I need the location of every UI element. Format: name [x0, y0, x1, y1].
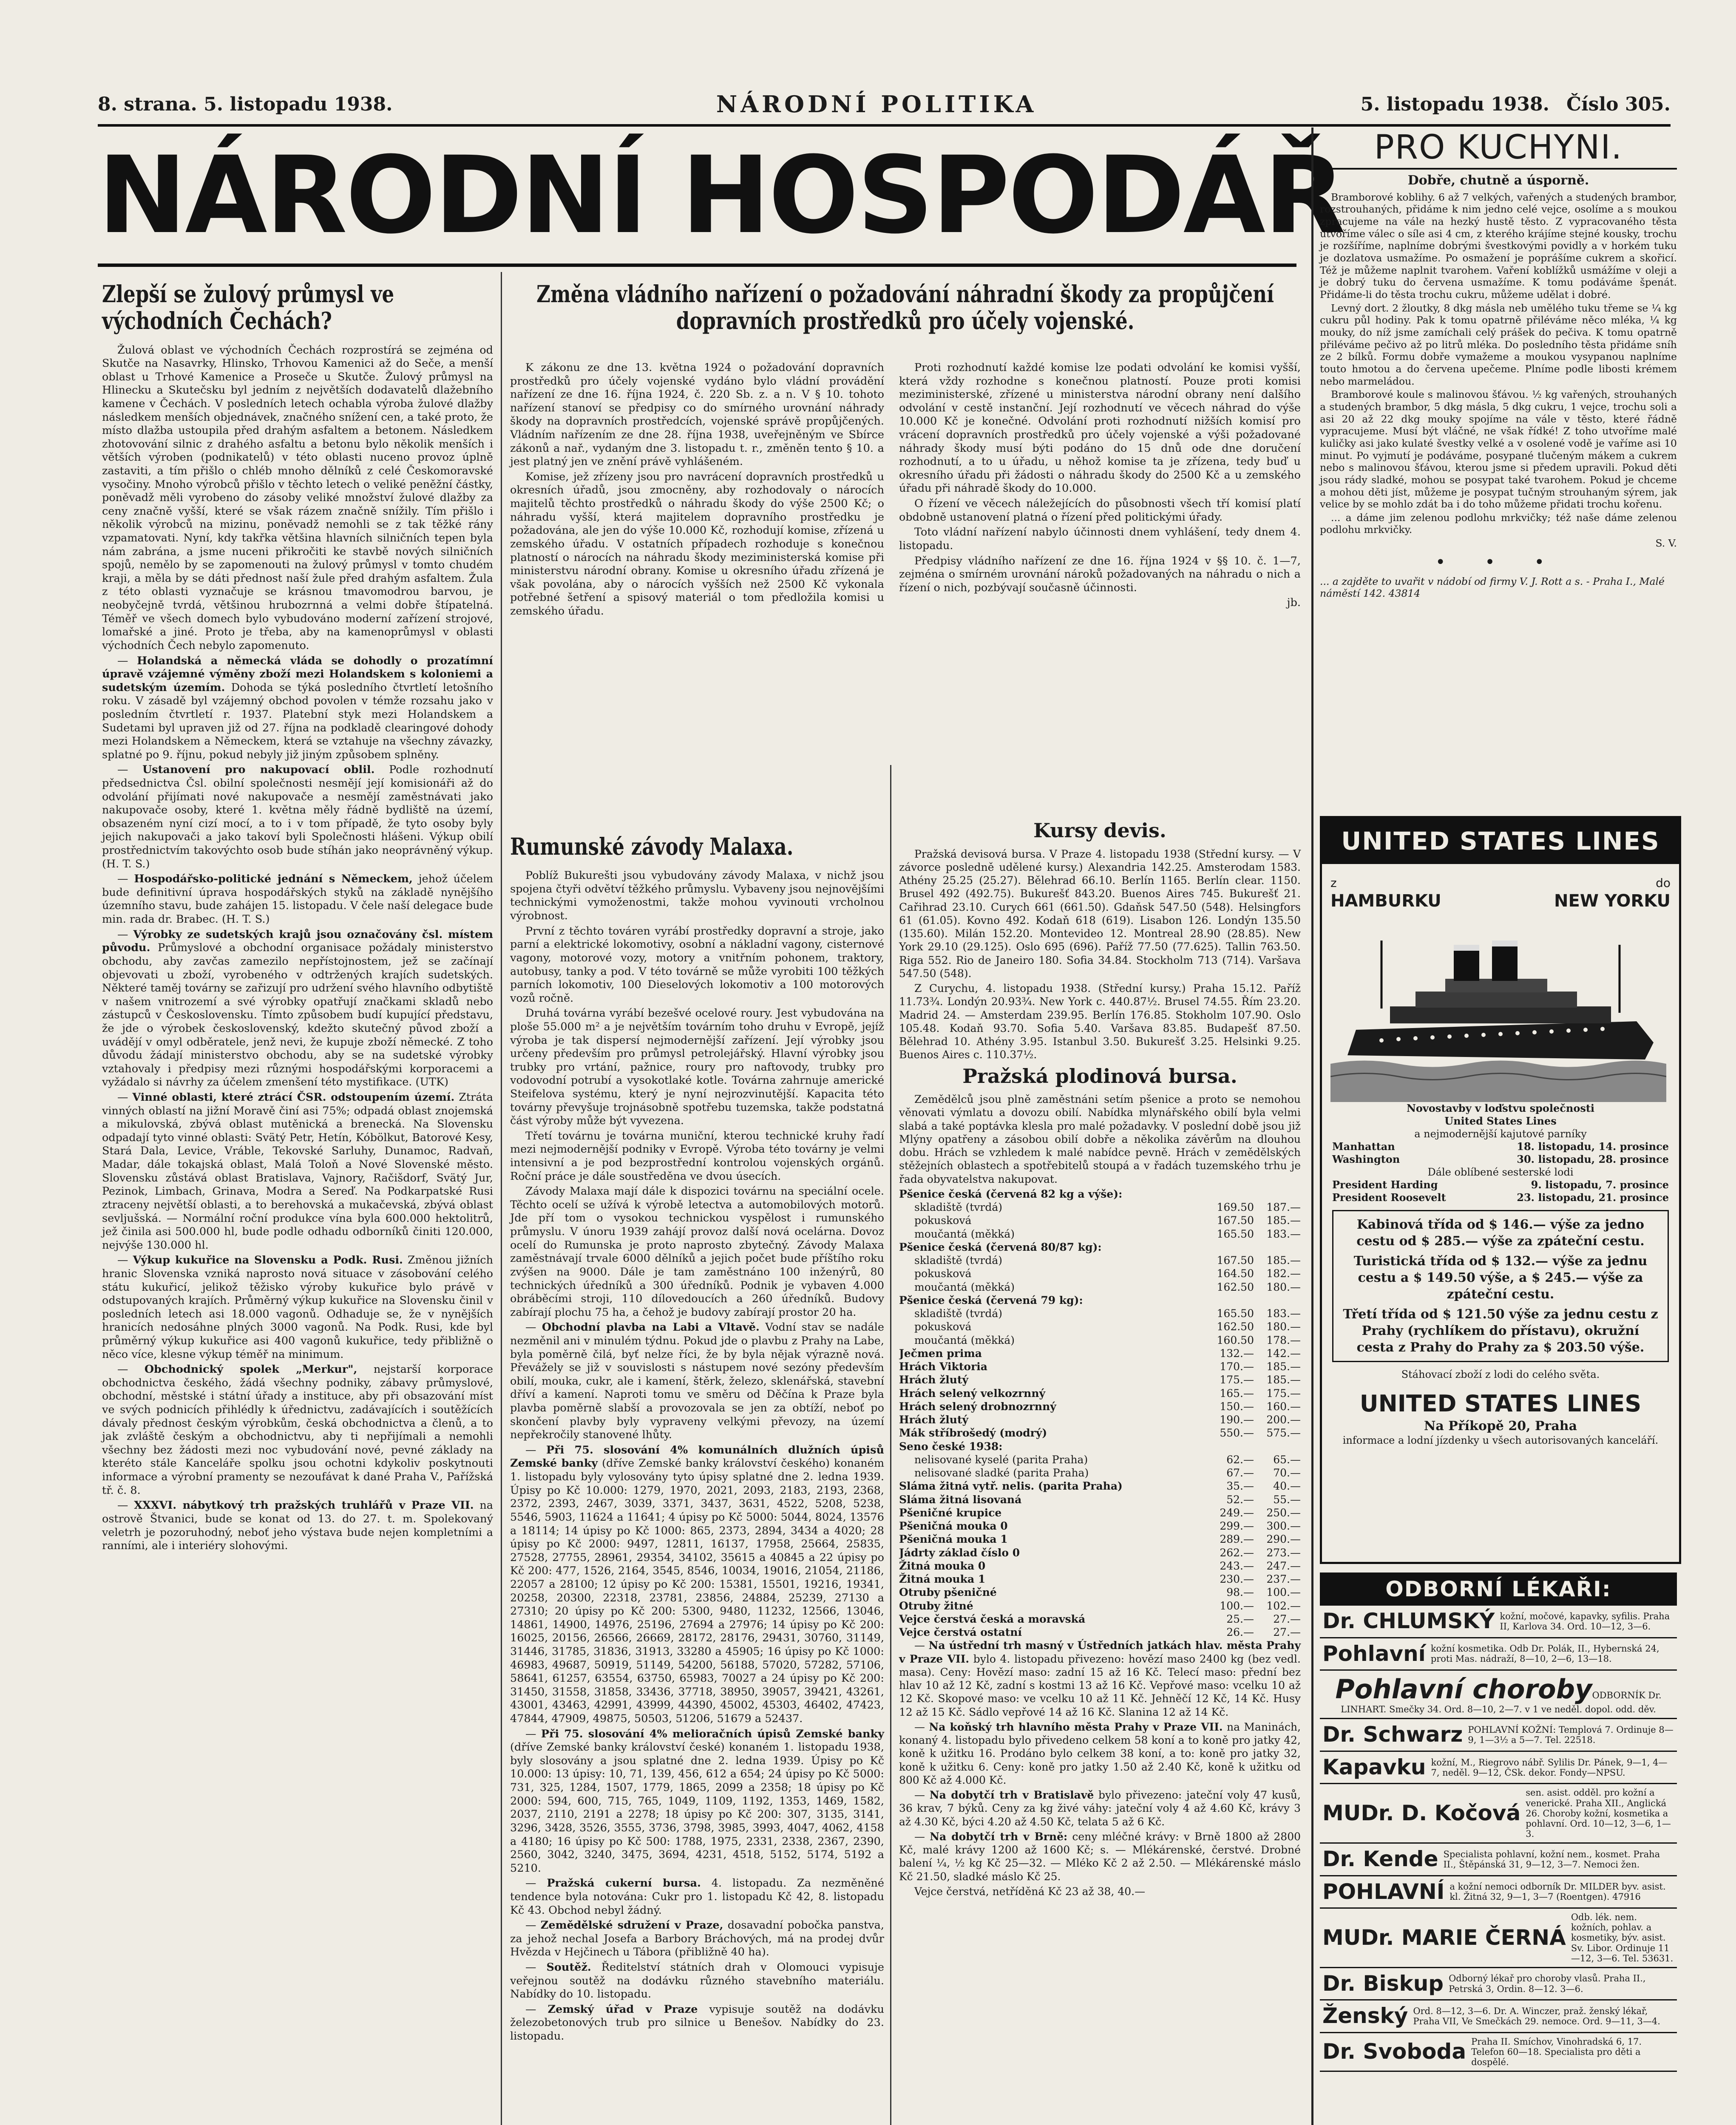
commodity-price: 183.—	[1266, 1227, 1301, 1240]
commodity-name: Hrách selený drobnozrnný	[899, 1400, 1056, 1413]
commodity-name: Hrách Viktoria	[899, 1360, 987, 1373]
news-item-lead: Vinné oblasti, které ztrácí ČSR. odstoupením území.	[132, 1091, 455, 1104]
commodity-price: 169.50	[1217, 1201, 1254, 1213]
news-item-lead: Holandská a německá vláda se dohodly o prozatímní úpravě vzájemné výměny zboží mezi Holandskem s koloniemi a sudetským územím.	[102, 654, 493, 694]
signature: jb.	[1287, 596, 1301, 609]
paragraph: Toto vládní nařízení nabylo účinnosti dnem vyhlášení, tedy dnem 4. listopadu.	[899, 526, 1301, 552]
commodity-price	[1254, 1440, 1301, 1453]
commodity-name: moučantá (měkká)	[914, 1334, 1015, 1346]
commodity-price: 175.—	[1266, 1387, 1301, 1400]
commodity-price: 165.50	[1217, 1307, 1254, 1320]
signature: S. V.	[1655, 537, 1677, 550]
commodity-price: 289.—	[1220, 1533, 1254, 1546]
price-row	[899, 1254, 1301, 1267]
news-item-lead: Na ústřední trh masný v Ústředních jatkách hlav. města Prahy v Praze VII.	[899, 1639, 1301, 1665]
advert-banner: UNITED STATES LINES	[1322, 818, 1679, 864]
commodity-price: 27.—	[1273, 1626, 1301, 1638]
header-date: 5. listopadu 1938.	[1360, 93, 1549, 115]
article-vladni-narizeni-col-b	[899, 361, 1301, 614]
price-row	[899, 1626, 1301, 1639]
paragraph: Závody Malaxa mají dále k dispozici továrnu na speciální ocele. Těchto ocelí se užívá k výrobě letectva a automobilových motorů. Jde pří tom o vysokou technickou vyspělost i rumunského průmyslu. V únoru 1939 zahájí provoz další nová ocelárna. Dovoz ocelí do Rumunska je proto naprosto zbytečný. Závody Malaxa zaměstnávají trvale 6000 dělníků a jejich počet bude příštího roku zvýšen na 9000. Dále je tam zaměstnáno 100 inženýrů, 80 technických úředníků a 300 úředníků. Podnik je vybaven 4.000 obráběcími stroji, 110 dílovedoucích a 260 úředníků. Budovy zabírají plochu 75 ha, a čehož je budovy zabírají prostor 20 ha.	[510, 1185, 884, 1319]
commodity-price: 98.—	[1226, 1586, 1254, 1599]
commodity-name: Pšeničná mouka 0	[899, 1520, 1008, 1532]
commodity-price: 164.50	[1217, 1267, 1254, 1280]
commodity-name: Hrách selený velkozrnný	[899, 1387, 1046, 1400]
commodity-price: 132.—	[1220, 1347, 1254, 1360]
commodity-price	[1254, 1294, 1301, 1307]
news-item-text: Vejce čerstvá, netříděná Kč 23 až 38, 40.—	[914, 1885, 1146, 1898]
news-item: — Na dobytčí trh v Brně: ceny mléčné krávy: v Brně 1800 až 2800 Kč, malé krávy 1200 až 1600 Kč; s. — Mlékárenské, čerstvé. Drobné balení ¼, ½ kg Kč 25—32. — Mléko Kč 2 až 2.50. — Mlékárenské máslo Kč 21.50, sladké máslo Kč 25.	[899, 1830, 1301, 1883]
commodity-price: 185.—	[1266, 1360, 1301, 1373]
advert-odborni-lekari	[1320, 1572, 1677, 2072]
news-item: — Pražská cukerní bursa. 4. listopadu. Za nezměněné tendence byla notována: Cukr pro 1. listopadu Kč 42, 8. listopadu Kč 43. Obchod nebyl žádný.	[510, 1877, 885, 1917]
news-item-lead: Výkup kukuřice na Slovensku a Podk. Rusi.	[133, 1254, 403, 1267]
news-item-text: nejstarší korporace obchodnictva českého, žádá všechny podniky, zábavy průmyslové, obchodní, městské i státní úřady a instituce, aby při obsazování míst ve svých podnicích přihlédly k úřednictvu, zadávajících i soutěžících dávaly přednost českým výrobkům, česká obchodnictva a členů, a to jak zvláště českým a obchodnictvu, aby ti nepřijímali a nemohli všechny bez žádosti mezi noc vybudování nové, pevné základy na kteréto stále Kanceláře spolku jsou ochotni kdykoliv poskytnouti informace a výrobní pramenty se nezoufávat k dané Praha V., Pařížská tř. č. 8.	[102, 1363, 493, 1497]
commodity-price: 52.—	[1226, 1493, 1254, 1506]
news-item-lead: Na koňský trh hlavního města Prahy v Praze VII.	[929, 1720, 1223, 1733]
price-row	[899, 1281, 1301, 1294]
price-row	[899, 1466, 1301, 1479]
commodity-price: 180.—	[1266, 1281, 1301, 1293]
article-vladni-narizeni-col-a	[510, 361, 884, 620]
paragraph: K zákonu ze dne 13. května 1924 o požadování dopravních prostředků pro účely vojenské vydáno bylo vládní provádění nařízení ze dne 16. října 1924, č. 220 Sb. z. a n. V § 10. tohoto nařízení stanoví se předpisy co do smírného urovnání náhrady škody na dopravních prostředcích, vojenské správě propůjčených. Vládním nařízením ze dne 28. října 1938, uveřejněným ve Sbírce zákonů a nař., vydaným dne 3. listopadu t. r., změněn tento § 10. a jest platný jen ve znění právě vyhlášeném.	[510, 361, 884, 468]
paragraph: Žulová oblast ve východních Čechách rozprostírá se zejména od Skutče na Nasavrky, Hlinsko, Trhovou Kamenici až do Seče, a menší oblast u Trhové Kamenice a Proseče u Skutče. Žulový průmysl na Hlinecku a Skutečsku byl jedním z největších dodavatelů dlažebního kamene v Čechách. V posledních letech ochabla výroba žulové dlažby následkem menších objednávek, značného snížení cen, a také proto, že místo dlažba ustoupila před drahým asfaltem a betonem. Následkem zhotovování silnic z drahého asfaltu a betonu bylo několik menších i větších výroben (podnikatelů) v této oblasti nuceno provoz úplně zastaviti, a tím přišlo o chléb mnoho dělníků z celé Českomoravské vysočiny. Mnoho výrobců přišlo v těchto letech o veliké peněžní částky, poněvadž měli vyrobeno do zásoby veliké množství žulové dlažby za ceny značně vyšší, které se však rázem značně snížily. Tím přišlo i několik výrobců na mizinu, poněvadž nemohli se z tak těžké rány vzpamatovati. Nyní, kdy takřka většina hlavních silničních tepen byla nám zabrána, a jsme nuceni přikročiti ke stavbě nových silničních spojů, nemělo by se zapomenouti na žulový průmysl v tomto chudém kraji, a měla by se dáti přednost naší žule před drahým asfaltem. Žula z této oblasti vyznačuje se krásnou tmavomodrou barvou, je neobyčejně tvrdá, většinou hrubozrnná a velmi dobře štípatelná. Téměř ve všech domech bylo vybudováno moderní zařízení strojové, lomařské a jiné. Proto je třeba, aby na kamenoprůmysl v oblasti východních Čech nebylo zapomenuto.	[102, 343, 493, 652]
paragraph: Druhá továrna vyrábí bezešvé ocelové roury. Jest vybudována na ploše 55.000 m² a je největším továrním toho druhu v Evropě, jejíž výroba je tak dispersí nejmodernější zařízení. Její výrobky jsou určeny především pro průmysl petrolejářský. Hlavní výrobky jsou trubky pro vrtání, pažnice, roury pro naftovody, trubky pro vodovodní potrubí a vysokotlaké kotle. Továrna zahrnuje americké Steifelova systému, který je nyní nejrozvinutější. Kapacita této továrny převyšuje trojnásobně spotřebu tuzemska, takže podstatná část výroby může být vyvezena.	[510, 1007, 884, 1128]
headline: Zlepší se žulový průmysl ve východních Čechách?	[102, 280, 394, 335]
commodity-name: pokusková	[914, 1214, 972, 1227]
commodity-price: 165.50	[1217, 1227, 1254, 1240]
commodity-price: 575.—	[1266, 1427, 1301, 1439]
commodity-price: 243.—	[1220, 1559, 1254, 1572]
news-items	[102, 654, 493, 1553]
commodity-price: 40.—	[1273, 1480, 1301, 1493]
news-item-lead: Při 75. slosování 4% melioračních úpisů Zemské banky	[541, 1727, 884, 1740]
price-row	[899, 1294, 1301, 1307]
headline: Kursy devis.	[1033, 819, 1166, 842]
news-item: — Ustanovení pro nakupovací oblil. Podle rozhodnutí předsednictva Čsl. obilní společnosti nesmějí její komisionáři až do odvolání přijímati nové nakupovače a nesmějí zaměstnávati jako nakupovače osoby, které 1. května měly řádně bydliště na území, obsazeném nyní cizí mocí, a to i v tom případě, že tyto osoby byly jejich nakupovači a jako takoví byli Společnosti hlášeni. Výkup obilí prostřednictvím takovýchto osob bude stíhán jako neoprávněný výkup. (H. T. S.)	[102, 763, 493, 870]
headline: Změna vládního nařízení o požadování náhradní škody za propůjčení dopravních prostředků pro účely vojenské.	[536, 280, 1274, 335]
news-item-text: Dohoda se týká posledního čtvrtletí letošního roku. V zásadě byl vzájemný obchod povolen v témže rozsahu jako v posledním čtvrtletí r. 1937. Platební styk mezi Holandskem a Sudetami byl upraven již od 27. října na podkladě clearingové dohody mezi Holandskem a Německem, která se vztahuje na všechny závazky, splatné po 9. říjnu, pokud nebyly již jiným způsobem splněny.	[102, 681, 494, 761]
price-row	[899, 1586, 1301, 1599]
price-table	[899, 1187, 1301, 1639]
news-item-text: bylo 4. listopadu přivezeno: hovězí maso 2400 kg (bez vedl. masa). Ceny: Hovězí maso: zadní 15 až 16 Kč. Telecí maso: přední bez hlav 10 až 12 Kč, zadní s kostmi 13 až 16 Kč. Vepřové maso: vcelku 10 až 12 Kč. Skopové maso: ve vcelku 10 až 11 Kč. Jehněčí 12 Kč, 14 Kč. Husy 12 až 15 Kč. Sádlo vepřové 14 až 16 Kč. Slanina 12 až 14 Kč.	[899, 1652, 1301, 1718]
news-item-text: na Maninách, konaný 4. listopadu bylo přivedeno celkem 58 koní a to koně pro jatky 42, koně k užitku 16. Prodáno bylo celkem 38 koní, a to: koně pro jatky 32, koně k užitku 6. Ceny: koně pro jatky 1.50 až 2.40 Kč, koně k užitku od 800 Kč až 4.000 Kč.	[899, 1720, 1301, 1786]
commodity-price: 249.—	[1220, 1506, 1254, 1519]
commodity-price: 237.—	[1266, 1573, 1301, 1585]
column-rule-1	[501, 272, 502, 2125]
commodity-name: nelisované sladké (parita Praha)	[914, 1467, 1089, 1479]
commodity-price: 185.—	[1266, 1374, 1301, 1386]
commodity-name: pokusková	[914, 1267, 972, 1280]
commodity-price: 35.—	[1226, 1480, 1254, 1493]
price-row	[899, 1320, 1301, 1333]
advert-company: UNITED STATES LINES	[1359, 1390, 1642, 1417]
news-item-lead: Na dobytčí trh v Brně:	[930, 1830, 1068, 1843]
commodity-name: Pšenice česká (červená 80/87 kg):	[899, 1241, 1102, 1253]
news-item: — Zemský úřad v Praze vypisuje soutěž na dodávku železobetonových trub pro silnice u Benešov. Nabídky do 23. listopadu.	[510, 2003, 885, 2043]
commodity-name: Pšeničné krupice	[899, 1506, 1002, 1519]
news-item-lead: XXXVI. nábytkový trh pražských truhlářů v Praze VII.	[134, 1499, 474, 1512]
commodity-name: skladiště (tvrdá)	[914, 1254, 1003, 1266]
header-newspaper-title: NÁRODNÍ POLITIKA	[716, 91, 1037, 118]
news-item-lead: Ustanovení pro nakupovací oblil.	[142, 763, 375, 776]
paragraph: Komise, jež zřízeny jsou pro navrácení dopravních prostředků u okresních úřadů, jsou zmocněny, aby rozhodovaly o nárocích majitelů těchto prostředků o náhradu škody do výše 2500 Kč; o náhradu vyšší, která majitelem dopravního prostředku je požadována, ale jen do výše 10.000 Kč, rozhodují komise, zřízená u zemského úřadu. V ostatních případech rozhoduje s konečnou platností o nárocích na náhradu škody meziministerská komise při ministerstvu národní obrany. Komise u okresního úřadu zřízená je však povolána, aby o nárocích vyšších než 2500 Kč vykonala potřebné šetření a spisový materiál o tom předložila komisi u zemského úřadu.	[510, 470, 884, 618]
column-rule-2	[890, 765, 891, 2125]
price-row	[899, 1347, 1301, 1360]
commodity-price: 180.—	[1266, 1320, 1301, 1333]
headline: Rumunské závody Malaxa.	[510, 833, 794, 860]
advert: MUDr. D. Kočová sen. asist. odděl. pro kožní a venerické. Praha XII., Anglická 26. Choroby kožní, kosmetika a pohlavní. Ord. 10—12, 3—6, 1—3.	[1320, 1784, 1677, 1844]
price-row	[899, 1426, 1301, 1439]
advert-united-states-lines: UNITED STATES LINES z HAMBURKU do NEW YORKU Novostavby v loďstvu společnosti United States Lines a nejmodernější kajutové parníky Manhattan 18. listopadu, 14. prosince Washington 30. listopadu, 28. prosince Dále oblíbené sesterské lodi President Harding 9. listopadu, 7. prosince President Roosevelt 23. listopadu, 21. prosince Kabinová třída od $ 146.— výše za jedno cestu od $ 285.— výše za zpáteční cestu. Turistická třída od $ 132.— výše za jednu cestu a $ 149.50 výše, a $ 245.— výše za zpáteční cestu. Třetí třída od $ 121.50 výše za jednu cestu z Prahy (rychlíkem do přístavu), okružní cesta z Prahy do Prahy za $ 203.50 výše. Stáhovací zboží z lodi do celého světa. UNITED STATES LINES Na Příkopě 20, Praha informace a lodní jízdenky u všech autorisovaných kanceláří.	[1320, 816, 1681, 1564]
price-row	[899, 1533, 1301, 1546]
commodity-price: 167.50	[1217, 1214, 1254, 1227]
news-item: — Na koňský trh hlavního města Prahy v Praze VII. na Maninách, konaný 4. listopadu bylo přivedeno celkem 58 koní a to koně pro jatky 42, koně k užitku 16. Prodáno bylo celkem 38 koní, a to: koně pro jatky 32, koně k užitku 6. Ceny: koně pro jatky 1.50 až 2.40 Kč, koně k užitku od 800 Kč až 4.000 Kč.	[899, 1720, 1301, 1786]
news-item-text: Vodní stav se nadále nezměnil ani v minulém týdnu. Pokud jde o plavbu z Prahy na Labe, byla poměrně čilá, byť nelze říci, že by byla nějak výrazně nová. Převážely se již v souvislosti s nástupem nové sezóny především obilí, mouka, cukr, ale i kamení, štěrk, železo, sklenářská, stavební dříví a kamení. Naproti tomu ve směru od Děčína k Praze byla plavba poměrně slabší a provozovala se jen za obtíží, neboť po skončení plavby byly vypraveny velkými převozy, na území nepřekročily stanovené lhůty.	[510, 1321, 885, 1442]
news-item-text: (dříve Zemské banky království české) konaném 1. listopadu 1938, byly slosovány a jsou splatné dne 2. ledna 1939. Úpisy po Kč 10.000: 13 úpisy: 10, 71, 139, 456, 612 a 654; 24 úpisy po Kč 5000: 731, 325, 1284, 1507, 1779, 1865, 2099 a 2358; 18 úpisy po Kč 2000: 594, 600, 715, 765, 1049, 1109, 1192, 1353, 1469, 1582, 2037, 2110, 2191 a 2278; 18 úpisy po Kč 200: 307, 3135, 3141, 3296, 3428, 3526, 3555, 3736, 3798, 3985, 3993, 4047, 4062, 4158 a 4180; 16 úpisy po Kč 500: 1788, 1975, 2331, 2338, 2367, 2390, 2560, 3042, 3240, 3475, 3694, 4231, 4518, 5152, 5174, 5192 a 5210.	[510, 1741, 884, 1875]
commodity-price: 142.—	[1266, 1347, 1301, 1360]
news-item-lead: Na dobytčí trh v Bratislavě	[929, 1789, 1094, 1801]
commodity-price: 299.—	[1220, 1520, 1254, 1532]
price-row	[899, 1201, 1301, 1214]
commodity-name: Otruby pšeničné	[899, 1586, 997, 1599]
advert-text: a nejmodernější kajutové parníky	[1414, 1128, 1587, 1140]
headline: Pražská plodinová bursa.	[962, 1064, 1237, 1088]
advert: Dr. Kende Specialista pohlavní, kožní nem., kosmet. Praha II., Štěpánská 31, 9—12, 3—7. Nemoci žen.	[1320, 1844, 1677, 1876]
commodity-price: 160.—	[1266, 1400, 1301, 1413]
price-row	[899, 1241, 1301, 1254]
news-item: — Vinné oblasti, které ztrácí ČSR. odstoupením území. Ztráta vinných oblastí na jižní Moravě činí asi 75%; odpadá oblast znojemská a mikulovská, zbývá oblast mutěnická a brenecká. Na Slovensku odpadají tyto vinné oblasti: Svätý Petr, Hetín, Kóbölkut, Batorové Kesy, Stará Dala, Levice, Vráble, Tekovské Sarluhy, Dunamoc, Radvaň, Madar, dále tokajská oblast, Malá Toloň a Nové Slovenské město. Slovensku zůstává oblast Bratislava, Vajnory, Račišdorf, Svätý Jur, Pezinok, Limbach, Grinava, Modra a Sereď. Na Podkarpatské Rusi ztraceny největší oblasti, a to berehovská a mukačevská, zbývá oblast sevljušská. — Normální roční produkce vína byla 600.000 hektolitrů, jež činila asi 500.000 hl, bude podle odhadu odborníků činiti 120.000, nejvýše 130.000 hl.	[102, 1091, 493, 1252]
recipe: Bramborové koule s malinovou šťávou. ½ kg vařených, strouhaných a studených brambor, 5 dkg másla, 5 dkg cukru, 1 vejce, trochu soli a asi 20 až 22 dkg mouky spojíme na vále v těsto, které řádně vypracujeme. Musí být vláčné, ne však řídké! Z toho utvoříme malé kuličky asi jako kulaté švestky velké a v osolené vodě je vaříme asi 10 minut. Po vyjmutí je podáváme, posypané tlučeným mákem a cukrem nebo s malinovou šťávou, kterou jsme si předem upravili. Pokud děti jsou rády sladké, mohou se posypat také tvarohem. Pokud je chceme a mohou děti jíst, můžeme je posypat tučným strouhaným sýrem, jak velice by se mohlo zdát ba i do toho můžeme přidati trochu kořenu.	[1320, 388, 1677, 510]
news-item: — Na ústřední trh masný v Ústředních jatkách hlav. města Prahy v Praze VII. bylo 4. listopadu přivezeno: hovězí maso 2400 kg (bez vedl. masa). Ceny: Hovězí maso: zadní 15 až 16 Kč. Telecí maso: přední bez hlav 10 až 12 Kč, zadní s kostmi 13 až 16 Kč. Vepřové maso: vcelku 10 až 12 Kč. Skopové maso: ve vcelku 10 až 11 Kč. Jehněčí 12 Kč, 14 Kč. Husy 12 až 15 Kč. Sádlo vepřové 14 až 16 Kč. Slanina 12 až 14 Kč.	[899, 1639, 1301, 1718]
advert: Dr. Schwarz POHLAVNÍ KOŽNÍ: Templová 7. Ordinuje 8—9, 1—3½ a 5—7. Tel. 22518.	[1320, 1719, 1677, 1752]
advert: Dr. Svoboda Praha II. Smíchov, Vinohradská 6, 17. Telefon 60—18. Specialista pro děti a dospělé.	[1320, 2033, 1677, 2072]
price-row	[899, 1307, 1301, 1320]
price-row	[899, 1373, 1301, 1386]
article-vladni-narizeni	[510, 280, 1301, 344]
fare-box: Kabinová třída od $ 146.— výše za jedno cestu od $ 285.— výše za zpáteční cestu. Turistická třída od $ 132.— výše za jednu cestu a $ 149.50 výše, a $ 245.— výše za zpáteční cestu. Třetí třída od $ 121.50 výše za jednu cestu z Prahy (rychlíkem do přístavu), okružní cesta z Prahy do Prahy za $ 203.50 výše.	[1332, 1210, 1669, 1362]
price-row	[899, 1559, 1301, 1572]
commodity-name: Seno české 1938:	[899, 1440, 1003, 1453]
news-item: — Při 75. slosování 4% melioračních úpisů Zemské banky (dříve Zemské banky království české) konaném 1. listopadu 1938, byly slosovány a jsou splatné dne 2. ledna 1939. Úpisy po Kč 10.000: 13 úpisy: 10, 71, 139, 456, 612 a 654; 24 úpisy po Kč 5000: 731, 325, 1284, 1507, 1779, 1865, 2099 a 2358; 18 úpisy po Kč 2000: 594, 600, 715, 765, 1049, 1109, 1192, 1353, 1469, 1582, 2037, 2110, 2191 a 2278; 18 úpisy po Kč 200: 307, 3135, 3141, 3296, 3428, 3526, 3555, 3736, 3798, 3985, 3993, 4047, 4062, 4158 a 4180; 16 úpisy po Kč 500: 1788, 1975, 2331, 2338, 2367, 2390, 2560, 3042, 3240, 3475, 3694, 4231, 4518, 5152, 5174, 5192 a 5210.	[510, 1727, 884, 1875]
commodity-price: 55.—	[1273, 1493, 1301, 1506]
price-row	[899, 1214, 1301, 1227]
news-item-text: vypisuje soutěž na dodávku železobetonových trub pro silnice u Benešov. Nabídky do 23. listopadu.	[510, 2003, 885, 2043]
commodity-price: 190.—	[1220, 1414, 1254, 1426]
news-item: — Zemědělské sdružení v Praze, dosavadní pobočka panstva, za jehož nechal Josefa a Barbory Bráchových, má na prodej dvůr Hvězda v Hejčinech u Tábora (přibližně 40 ha).	[510, 1919, 884, 1959]
price-row	[899, 1479, 1301, 1493]
advert: POHLAVNÍ a kožní nemoci odborník Dr. MILDER byv. asist. kl. Žitná 32, 9—1, 3—7 (Roentgen). 47916	[1320, 1876, 1677, 1909]
paragraph: Zemědělců jsou plně zaměstnáni setím pšenice a proto se nemohou věnovati výmlatu a dovozu obilí. Nabídka mlynářského obilí byla velmi slabá a také poptávka klesla pro malé požadavky. V poslední době jsou již Mlýny opatřeny a zásobou obilí dobře a několika závěrům na dlouhou dobu. Hrách se vzhledem k malé nabídce pevně. Hrách v zemědělských stěžejních oblastech a spotřebitelů stoupá a v řadách tuzemského trhu je řada obyvatelstva nakupovat.	[899, 1093, 1301, 1185]
news-item: — Při 75. slosování 4% komunálních dlužních úpisů Zemské banky (dříve Zemské banky království českého) konaném 1. listopadu byly vylosovány tyto úpisy splatné dne 2. ledna 1939. Úpisy po Kč 10.000: 1279, 1970, 2021, 2093, 2183, 2193, 2368, 2372, 2393, 2467, 3039, 3371, 3437, 3631, 4522, 5208, 5238, 5546, 5903, 11624 a 11641; 4 úpisy po Kč 5000: 5044, 8024, 13576 a 18114; 14 úpisy po Kč 1000: 865, 2373, 2894, 3434 a 4020; 28 úpisy po Kč 2000: 9497, 12811, 16137, 17958, 25664, 25835, 27528, 27755, 28961, 29354, 34102, 35615 a 40845 a 22 úpisy po Kč 200: 477, 1526, 2164, 3545, 8546, 10034, 19016, 21054, 21186, 22057 a 28100; 12 úpisy po Kč 200: 15381, 15501, 19216, 19341, 20258, 20300, 22318, 23781, 23856, 24884, 25239, 27130 a 27310; 20 úpisy po Kč 200: 5300, 9480, 11232, 12566, 13046, 14861, 14900, 14976, 25196, 27694 a 27976; 14 úpisy po Kč 200: 16025, 20156, 26566, 26669, 28172, 28176, 29431, 30760, 31149, 31446, 31785, 31836, 31913, 33280 a 45905; 16 úpisy po Kč 1000: 46983, 49687, 50919, 51149, 54200, 56188, 57020, 57282, 57106, 58641, 61257, 63554, 63750, 65983, 70027 a 24 úpisy po Kč 200: 31450, 31558, 31858, 33436, 37718, 38950, 39057, 39421, 43261, 43001, 43463, 42991, 43999, 44390, 45002, 45303, 46402, 47423, 47844, 47909, 49875, 50503, 51206, 51679 a 52437.	[510, 1443, 885, 1726]
news-item-text: Průmyslové a obchodní organisace požádaly ministerstvo obchodu, aby zavčas zamezilo nepřístojnostem, jež se začínají objevovati u zboží, vyrobeného v odtržených krajích sudetských. Některé taměj továrny se zařizují pro udržení svého hlavního odbytiště v našem vnitrozemí a své výrobky opatřují značkami skladů nebo zástupců v Československu. Tímto způsobem budí kupující představu, že jde o výrobek československý, kdežto skutečný původ zboží a uvádějí v omyl odběratele, jenž nevi, že kupuje zboží německé. Z toho důvodu žádají ministerstvo obchodu, aby se na sudetské výrobky vztahovaly i předpisy mezi různými hospodářskými korporacemi a vyžádalo si návrhy za účelem zmenšení této mystifikace. (UTK)	[102, 941, 493, 1089]
commodity-price: 162.50	[1217, 1281, 1254, 1293]
news-item-lead: Výrobky ze sudetských krajů jsou označovány čsl. místem původu.	[102, 928, 494, 955]
news-item	[899, 1885, 1301, 1898]
paragraph: Z Curychu, 4. listopadu 1938. (Střední kursy.) Praha 15.12. Paříž 11.73¾. Londýn 20.93¾. New York c. 440.87½. Brusel 74.55. Řím 23.20. Madrid 24. — Amsterdam 239.95. Berlín 176.85. Stokholm 107.90. Oslo 105.48. Kodaň 93.70. Sofia 5.40. Varšava 83.85. Budapešť 87.50. Bělehrad 10. Athény 3.95. Istanbul 3.50. Bukurešť 3.25. Helsinki 9.25. Buenos Aires c. 110.37½.	[899, 982, 1301, 1061]
advert: Pohlavní kožní kosmetika. Odb Dr. Polák, II., Hybernská 24, proti Mas. nádraží, 8—10, 2—6, 13—18.	[1320, 1638, 1677, 1671]
commodity-name: Vejce čerstvá česká a moravská	[899, 1612, 1086, 1625]
commodity-price	[1207, 1294, 1254, 1307]
commodity-price: 100.—	[1220, 1599, 1254, 1612]
commodity-price: 25.—	[1226, 1612, 1254, 1625]
news-item-text: Podle rozhodnutí předsednictva Čsl. obilní společnosti nesmějí její komisionáři až do odvolání přijímati nové nakupovače a nesmějí zaměstnávati jako nakupovače osoby, které 1. května měly řádně bydliště na území, obsazeném nyní cizí mocí, a to i v tom případě, že tyto osoby byly jejich nakupovači a jako takoví byli Společnosti hlášeni. Výkup obilí prostřednictvím takovýchto osob bude stíhán jako neoprávněný výkup. (H. T. S.)	[102, 763, 493, 870]
news-item-text: ceny mléčné krávy: v Brně 1800 až 2800 Kč, malé krávy 1200 až 1600 Kč; s. — Mlékárenské, čerstvé. Drobné balení ¼, ½ kg Kč 25—32. — Mléko Kč 2 až 2.50. — Mlékárenské máslo Kč 21.50, sladké máslo Kč 25.	[899, 1830, 1301, 1883]
commodity-price: 178.—	[1266, 1334, 1301, 1346]
commodity-price	[1207, 1187, 1254, 1201]
advert-banner: ODBORNÍ LÉKAŘI:	[1320, 1572, 1677, 1606]
price-row	[899, 1187, 1301, 1201]
commodity-price: 230.—	[1220, 1573, 1254, 1585]
news-item-lead: Zemský úřad v Praze	[547, 2003, 698, 2016]
commodity-price: 65.—	[1273, 1453, 1301, 1466]
price-row	[899, 1227, 1301, 1241]
news-item-lead: Soutěž.	[546, 1961, 591, 1974]
price-row	[899, 1546, 1301, 1559]
price-row	[899, 1267, 1301, 1280]
commodity-price: 26.—	[1226, 1626, 1254, 1638]
commodity-price: 187.—	[1266, 1201, 1301, 1213]
news-item-text: 4. listopadu. Za nezměněné tendence byla notována: Cukr pro 1. listopadu Kč 42, 8. listopadu Kč 43. Obchod nebyl žádný.	[510, 1877, 885, 1917]
news-item-text: bylo přivezeno: jateční voly 47 kusů, 36 krav, 7 býků. Ceny za kg živé váhy: jateční voly 4 až 4.60 Kč, krávy 3 až 4.30 Kč, býci 4.20 až 4.50 Kč, telata 5 až 6 Kč.	[899, 1789, 1301, 1828]
price-row	[899, 1453, 1301, 1466]
price-row	[899, 1572, 1301, 1586]
news-item-text: Ředitelství státních drah v Olomouci vypisuje veřejnou soutěž na dodávku různého stavebního materiálu. Nabídky do 10. listopadu.	[510, 1961, 885, 2001]
price-row	[899, 1413, 1301, 1426]
route-to: NEW YORKU	[1554, 891, 1671, 911]
price-row	[899, 1493, 1301, 1506]
commodity-price: 185.—	[1266, 1254, 1301, 1266]
commodity-price: 273.—	[1266, 1546, 1301, 1559]
news-item-text: Změnou jižních hranic Slovenska vzniká naprosto nová situace v zásobování celého státu kukuřicí, jelikož těžisko výroby kukuřice bylo právě v odstupovaných krajích. Průměrný výkup kukuřice na Slovensku činil v posledních letech asi 18.000 vagonů. Odhaduje se, že v nynějších hranicích nedosáhne plných 3000 vagonů. Na Podk. Rusi, kde byl průměrný výkup kukuřice asi 400 vagonů kukuřice, tedy přibližně o něco více, klesne výkup téměř na minimum.	[102, 1254, 494, 1361]
news-item-lead: Pražská cukerní bursa.	[547, 1877, 701, 1890]
running-header	[98, 85, 1671, 123]
recipe: ... a dáme jim zelenou podlohu mrkvičky; též naše dáme zelenou podlohu mrkvičky.	[1320, 511, 1677, 536]
price-row	[899, 1440, 1301, 1453]
price-row	[899, 1612, 1301, 1626]
article-zulovy-prumysl	[102, 280, 493, 1555]
news-item: — XXXVI. nábytkový trh pražských truhlářů v Praze VII. na ostrově Štvanici, bude se konat od 13. do 27. t. m. Spolekovaný veletrh je pozoruhodný, neboť jeho výstava bude nejen kompletními a ranními, ale i interiéry slohovými.	[102, 1499, 494, 1553]
commodity-name: Hrách žlutý	[899, 1374, 969, 1386]
price-row	[899, 1387, 1301, 1400]
ocean-liner-illustration	[1330, 915, 1671, 1102]
commodity-name: Sláma žitná vytř. nelis. (parita Praha)	[899, 1480, 1123, 1493]
commodity-price: 102.—	[1266, 1599, 1301, 1612]
commodity-price: 200.—	[1266, 1414, 1301, 1426]
column-pro-kuchyni	[1320, 128, 1677, 604]
news-item-lead: Hospodářsko-politické jednání s Německem,	[134, 873, 413, 886]
paragraph: O řízení ve věcech náležejících do působnosti všech tří komisí platí obdobně ustanovení platná o řízení před politickými úřady.	[899, 497, 1301, 524]
commodity-name: Pšenice česká (červená 82 kg a výše):	[899, 1187, 1123, 1200]
news-item: — Na dobytčí trh v Bratislavě bylo přivezeno: jateční voly 47 kusů, 36 krav, 7 býků. Ceny za kg živé váhy: jateční voly 4 až 4.60 Kč, krávy 3 až 4.30 Kč, býci 4.20 až 4.50 Kč, telata 5 až 6 Kč.	[899, 1789, 1301, 1828]
commodity-price: 262.—	[1220, 1546, 1254, 1559]
paragraph: První z těchto továren vyrábí prostředky dopravní a stroje, jako parní a elektrické lokomotivy, osobní a nákladní vagony, cisternové vagony, motorové vozy, motory a vnitřním pohonem, traktory, autobusy, tanky a pod. V této továrně se může vyrobiti 100 těžkých parních lokomotiv, 100 Dieselových lokomotiv a 100 motorových vozů ročně.	[510, 924, 884, 1005]
price-row	[899, 1360, 1301, 1373]
commodity-price	[1207, 1440, 1254, 1453]
advert-address: ... a zajděte to uvařit v nádobí od firmy V. J. Rott a s. - Praha I., Malé náměstí 142. 43814	[1320, 575, 1665, 600]
commodity-price: 70.—	[1273, 1467, 1301, 1479]
advert: Ženský Ord. 8—12, 3—6. Dr. A. Winczer, praž. ženský lékař, Praha VII, Ve Smečkách 29. nemoce. Ord. 9—11, 3—4.	[1320, 2000, 1677, 2033]
commodity-name: Sláma žitná lisovaná	[899, 1493, 1022, 1506]
advert-text: United States Lines	[1444, 1115, 1557, 1127]
commodity-price: 250.—	[1266, 1506, 1301, 1519]
commodity-price: 27.—	[1273, 1612, 1301, 1625]
commodity-name: Jádrty základ číslo 0	[899, 1546, 1020, 1559]
commodity-name: pokusková	[914, 1320, 972, 1333]
paragraph: Pražská devisová bursa. V Praze 4. listopadu 1938 (Střední kursy. — V závorce posledně udělené kursy.) Alexandria 142.25. Amsterodam 1583. Athény 25.25 (25.27). Bělehrad 66.10. Berlín 1165. Berlín clear. 1150. Brusel 492 (492.75). Bukurešť 843.20. Buenos Aires 745. Bukurešť 21. Cařihrad 23.10. Curych 661 (661.50). Gdaňsk 547.50 (548). Helsingfors 61 (61.05). Kovno 492. Kodaň 618 (619). Lisabon 126. Londýn 135.50 (135.60). Milán 152.20. Montevideo 12. Montreal 28.90 (28.85). New York 29.10 (29.125). Oslo 695 (696). Paříž 77.50 (77.625). Tallin 763.50. Riga 552. Rio de Janeiro 180. Sofia 34.84. Stockholm 713 (714). Varšava 547.50 (548).	[899, 847, 1301, 980]
news-item-text: na ostrově Štvanici, bude se konat od 13. do 27. t. m. Spolekovaný veletrh je pozoruhodný, neboť jeho výstava bude nejen kompletními a ranními, ale i interiéry slohovými.	[102, 1499, 494, 1553]
column-rule-3	[1311, 128, 1313, 2125]
commodity-name: Hrách žlutý	[899, 1414, 969, 1426]
separator-stars: • • •	[1435, 552, 1562, 572]
commodity-name: nelisované kyselé (parita Praha)	[914, 1453, 1088, 1466]
advert-text: Novostavby v loďstvu společnosti	[1406, 1102, 1595, 1114]
masthead-rule	[98, 264, 1296, 267]
section-masthead: NÁRODNÍ HOSPODÁŘ	[98, 133, 1344, 257]
commodity-price: 150.—	[1220, 1400, 1254, 1413]
news-item-lead: Zemědělské sdružení v Praze,	[540, 1919, 723, 1932]
commodity-price: 175.—	[1220, 1374, 1254, 1386]
advert: Dr. CHLUMSKÝ kožní, močové, kapavky, syfilis. Praha II, Karlova 34. Ord. 10—12, 3—6.	[1320, 1606, 1677, 1638]
paragraph: Třetí továrnu je továrna muniční, kterou technické kruhy řadí mezi nejmodernější podniky v Evropě. Výroba této továrny je velmi intensivní a je pod bezprostřední kontrolou vojenských orgánů. Roční práce je dále soustředěna ve dvou úsecích.	[510, 1129, 884, 1183]
commodity-name: Mák stříbrošedý (modrý)	[899, 1427, 1047, 1439]
subtitle: Dobře, chutně a úsporně.	[1407, 173, 1589, 188]
price-row	[899, 1506, 1301, 1519]
news-item: — Výrobky ze sudetských krajů jsou označovány čsl. místem původu. Průmyslové a obchodní organisace požádaly ministerstvo obchodu, aby zavčas zamezilo nepřístojnostem, jež se začínají objevovati u zboží, vyrobeného v odtržených krajích sudetských. Některé taměj továrny se zařizují pro udržení svého hlavního odbytiště v našem vnitrozemí a své výrobky opatřují značkami skladů nebo zástupců v Československu. Tímto způsobem budí kupující představu, že jde o výrobek československý, kdežto skutečný původ zboží a uvádějí v omyl odběratele, jenž nevi, že kupuje zboží německé. Z toho důvodu žádají ministerstvo obchodu, aby se na sudetské výrobky vztahovaly i předpisy mezi různými hospodářskými korporacemi a vyžádalo si návrhy za účelem zmenšení této mystifikace. (UTK)	[102, 928, 494, 1089]
section-title: PRO KUCHYNI.	[1320, 128, 1677, 170]
paragraph: Poblíž Bukurešti jsou vybudovány závody Malaxa, v nichž jsou spojena čtyři odvětví těžkého průmyslu. Vybaveny jsou nejnovějšími technickými vymoženostmi, takže mohou vyvinouti vrcholnou výrobnost.	[510, 869, 884, 923]
advert: Kapavku kožní, M., Riegrovo nábř. Sylilis Dr. Pánek, 9—1, 4—7, neděl. 9—12, ČSk. dekor. Fondy—NPSU.	[1320, 1752, 1677, 1785]
price-row	[899, 1334, 1301, 1347]
commodity-price: 185.—	[1266, 1214, 1301, 1227]
advert: MUDr. MARIE ČERNÁ Odb. lék. nem. kožních, pohlav. a kosmetiky, býv. asist. Sv. Libor. Ordinuje 11—12, 3—6. Tel. 53631.	[1320, 1909, 1677, 1968]
commodity-price: 170.—	[1220, 1360, 1254, 1373]
advert: Pohlavní chorobyODBORNÍK Dr. LINHART. Smečky 34. Ord. 8—10, 2—7. v 1 ve neděl. dopol. odd. děv.	[1320, 1671, 1677, 1719]
commodity-price: 290.—	[1266, 1533, 1301, 1546]
commodity-price: 162.50	[1217, 1320, 1254, 1333]
recipe: Bramborové koblihy. 6 až 7 velkých, vařených a studených brambor, rozstrouhaných, přidáme k nim jedno celé vejce, osolíme a s moukou zpracujeme na vále na hezký hustě těsto. Z vypracovaného těsta utvoříme válec o síle asi 4 cm, z kterého krájíme stejné kousky, trochu je rozšíříme, naplníme dobrými švestkovými povidly a v horkém tuku je dozlatova usmažíme. Po osmažení je poprášíme cukrem a skořicí. Též je můžeme naplnit tvarohem. Vaření koblížků usmážíme v oleji a je dobrý tuku do červena usmažíme. K tomu podáváme špenát. Přidáme-li do těsta trochu cukru, můžeme udělat i dobré.	[1320, 191, 1677, 300]
article-kursy	[899, 816, 1301, 1900]
commodity-price	[1254, 1241, 1301, 1254]
commodity-name: Vejce čerstvá ostatní	[899, 1626, 1022, 1638]
commodity-name: Ječmen prima	[899, 1347, 982, 1360]
commodity-price: 62.—	[1226, 1453, 1254, 1466]
commodity-price: 182.—	[1266, 1267, 1301, 1280]
commodity-price	[1254, 1187, 1301, 1201]
commodity-price: 550.—	[1220, 1427, 1254, 1439]
commodity-name: Otruby žitné	[899, 1599, 973, 1612]
advert-address: Na Příkopě 20, Praha	[1424, 1418, 1577, 1434]
article-malaxa	[510, 833, 884, 2045]
commodity-name: Žitná mouka 0	[899, 1559, 986, 1572]
price-row	[899, 1519, 1301, 1533]
news-item-text: jehož účelem bude definitivní úprava hospodářských styků na základě nynějšího územního stavu, bude zahájen 15. listopadu. V čele naší delegace bude min. rada dr. Brabec. (H. T. S.)	[102, 873, 494, 926]
commodity-price	[1207, 1241, 1254, 1254]
news-item: — Obchodnický spolek „Merkur", nejstarší korporace obchodnictva českého, žádá všechny podniky, zábavy průmyslové, obchodní, městské i státní úřady a instituce, aby při obsazování míst ve svých podnicích přihlédly k úřednictvu, zadávajících i soutěžících dávaly přednost českým výrobkům, česká obchodnictva a členů, a to jak zvláště českým a obchodnictvu, aby ti nepřijímali a nemohli všechny bez žádosti mezi noc vybudování nové, pevné základy na kteréto stále Kanceláře spolku jsou ochotni kdykoliv poskytnouti informace a výrobní pramenty se nezoufávat k dané Praha V., Pařížská tř. č. 8.	[102, 1363, 493, 1497]
commodity-price: 165.—	[1220, 1387, 1254, 1400]
commodity-price: 183.—	[1266, 1307, 1301, 1320]
paragraph: Proti rozhodnutí každé komise lze podati odvolání ke komisi vyšší, která vždy rozhodne s konečnou platností. Pouze proti komisi meziministerské, zřízené u ministerstva národní obrany není dalšího odvolání v cestě instanční. Její rozhodnutí ve věcech náhrad do výše 10.000 Kč je konečné. Odvolání proti rozhodnutí nižších komisí pro vrácení dopravních prostředků pro účely vojenské a výši požadované náhrady škody musí býti podáno do 15 dnů ode dne doručení rozhodnutí, a to u úřadu, u něhož komise ta je zřízena, tedy buď u okresního úřadu při žádosti o náhradu škody do 2500 Kč a u zemského úřadu při náhradě škody do 10.000.	[899, 361, 1301, 495]
news-item: — Holandská a německá vláda se dohodly o prozatímní úpravě vzájemné výměny zboží mezi Holandskem s koloniemi a sudetským územím. Dohoda se týká posledního čtvrtletí letošního roku. V zásadě byl vzájemný obchod povolen v témže rozsahu jako v posledním čtvrtletí r. 1937. Platební styk mezi Holandskem a Sudetami byl upraven již od 27. října na podkladě clearingové dohody mezi Holandskem a Německem, která se vztahuje na všechny závazky, splatné po 9. říjnu, pokud nebyly již jiným způsobem splněny.	[102, 654, 494, 761]
news-item-lead: Obchodní plavba na Labi a Vltavě.	[542, 1321, 760, 1334]
news-item-text: (dříve Zemské banky království českého) konaném 1. listopadu byly vylosovány tyto úpisy splatné dne 2. ledna 1939. Úpisy po Kč 10.000: 1279, 1970, 2021, 2093, 2183, 2193, 2368, 2372, 2393, 2467, 3039, 3371, 3437, 3631, 4522, 5208, 5238, 5546, 5903, 11624 a 11641; 4 úpisy po Kč 5000: 5044, 8024, 13576 a 18114; 14 úpisy po Kč 1000: 865, 2373, 2894, 3434 a 4020; 28 úpisy po Kč 2000: 9497, 12811, 16137, 17958, 25664, 25835, 27528, 27755, 28961, 29354, 34102, 35615 a 40845 a 22 úpisy po Kč 200: 477, 1526, 2164, 3545, 8546, 10034, 19016, 21054, 21186, 22057 a 28100; 12 úpisy po Kč 200: 15381, 15501, 19216, 19341, 20258, 20300, 22318, 23781, 23856, 24884, 25239, 27130 a 27310; 20 úpisy po Kč 200: 5300, 9480, 11232, 12566, 13046, 14861, 14900, 14976, 25196, 27694 a 27976; 14 úpisy po Kč 200: 16025, 20156, 26566, 26669, 28172, 28176, 29431, 30760, 31149, 31446, 31785, 31836, 31913, 33280 a 45905; 16 úpisy po Kč 1000: 46983, 49687, 50919, 51149, 54200, 56188, 57020, 57282, 57106, 58641, 61257, 63554, 63750, 65983, 70027 a 24 úpisy po Kč 200: 31450, 31558, 31858, 33436, 37718, 38950, 39057, 39421, 43261, 43001, 43463, 42991, 43999, 44390, 45002, 45303, 46402, 47423, 47844, 47909, 49875, 50503, 51206, 51679 a 52437.	[510, 1457, 885, 1726]
commodity-name: skladiště (tvrdá)	[914, 1201, 1003, 1213]
price-row	[899, 1400, 1301, 1413]
commodity-price: 167.50	[1217, 1254, 1254, 1266]
header-page-date: 8. strana. 5. listopadu 1938.	[98, 93, 393, 115]
commodity-name: moučantá (měkká)	[914, 1227, 1015, 1240]
route-from: HAMBURKU	[1330, 891, 1441, 911]
commodity-price: 300.—	[1266, 1520, 1301, 1532]
commodity-name: moučantá (měkká)	[914, 1281, 1015, 1293]
price-row	[899, 1599, 1301, 1612]
commodity-price: 100.—	[1266, 1586, 1301, 1599]
news-item-lead: Při 75. slosování 4% komunálních dlužních úpisů Zemské banky	[510, 1443, 885, 1470]
commodity-name: Žitná mouka 1	[899, 1573, 986, 1585]
news-item: — Soutěž. Ředitelství státních drah v Olomouci vypisuje veřejnou soutěž na dodávku různého stavebního materiálu. Nabídky do 10. listopadu.	[510, 1961, 885, 2001]
news-item-lead: Obchodnický spolek „Merkur",	[144, 1363, 357, 1376]
news-item: — Výkup kukuřice na Slovensku a Podk. Rusi. Změnou jižních hranic Slovenska vzniká naprosto nová situace v zásobování celého státu kukuřicí, jelikož těžisko výroby kukuřice bylo právě v odstupovaných krajích. Průměrný výkup kukuřice na Slovensku činil v posledních letech asi 18.000 vagonů. Odhaduje se, že v nynějších hranicích nedosáhne plných 3000 vagonů. Na Podk. Rusi, kde byl průměrný výkup kukuřice asi 400 vagonů kukuřice, tedy přibližně o něco více, klesne výkup téměř na minimum.	[102, 1254, 494, 1361]
news-item-text: Ztráta vinných oblastí na jižní Moravě činí asi 75%; odpadá oblast znojemská a mikulovská, zbývá oblast mutěnická a brenecká. Na Slovensku odpadají tyto vinné oblasti: Svätý Petr, Hetín, Kóbölkut, Batorové Kesy, Stará Dala, Levice, Vráble, Tekovské Sarluhy, Dunamoc, Radvaň, Madar, dále tokajská oblast, Malá Toloň a Nové Slovenské město. Slovensku zůstává oblast Bratislava, Vajnory, Račišdorf, Svätý Jur, Pezinok, Limbach, Grinava, Modra a Sereď. Na Podkarpatské Rusi ztraceny největší oblasti, a to berehovská a mukačevská, zbývá oblast sevljušská. — Normální roční produkce vína byla 600.000 hektolitrů, jež činila asi 500.000 hl, bude podle odhadu odborníků činiti 120.000, nejvýše 130.000 hl.	[102, 1091, 493, 1252]
header-issue: Číslo 305.	[1566, 93, 1671, 115]
recipe: Levný dort. 2 žloutky, 8 dkg másla neb umělého tuku třeme se ¼ kg cukru půl hodiny. Pak k tomu opatrně přiléváme něco mléka, ¼ kg mouky, do níž jsme zamíchali celý prášek do pečiva. K tomu opatrně přiléváme pečivo až po litrů mléka. Do posledního těsta přidáme sníh ze 2 bílků. Formu dobře vymažeme a moukou vysypanou naplníme touto hmotou a do červena upečeme. Plníme podle libosti krémem nebo marmeládou.	[1320, 302, 1677, 387]
news-item: — Hospodářsko-politické jednání s Německem, jehož účelem bude definitivní úprava hospodářských styků na základě nynějšího územního stavu, bude zahájen 15. listopadu. V čele naší delegace bude min. rada dr. Brabec. (H. T. S.)	[102, 873, 494, 926]
commodity-name: skladiště (tvrdá)	[914, 1307, 1003, 1320]
top-rule	[98, 124, 1671, 127]
advert: Dr. Biskup Odborný lékař pro choroby vlasů. Praha II., Petrská 3, Ordin. 8—12. 3—6.	[1320, 1968, 1677, 2001]
commodity-price: 247.—	[1266, 1559, 1301, 1572]
commodity-name: Pšeničná mouka 1	[899, 1533, 1008, 1546]
paragraph: Předpisy vládního nařízení ze dne 16. října 1924 v §§ 10. č. 1—7, zejména o smírném urovnání nároků požadovaných na náhradu o nich a řízení o nich, pozbývají současně účinnosti.	[899, 554, 1301, 594]
commodity-name: Pšenice česká (červená 79 kg):	[899, 1294, 1083, 1306]
commodity-price: 67.—	[1226, 1467, 1254, 1479]
news-item: — Obchodní plavba na Labi a Vltavě. Vodní stav se nadále nezměnil ani v minulém týdnu. Pokud jde o plavbu z Prahy na Labe, byla poměrně čilá, byť nelze říci, že by byla nějak výrazně nová. Převážely se již v souvislosti s nástupem nové sezóny především obilí, mouka, cukr, ale i kamení, štěrk, železo, sklenářská, stavební dříví a kamení. Naproti tomu ve směru od Děčína k Praze byla plavba poměrně slabší a provozovala se jen za obtíží, neboť po skončení plavby byly vypraveny velkými převozy, na území nepřekročily stanovené lhůty.	[510, 1321, 885, 1442]
commodity-price: 160.50	[1217, 1334, 1254, 1346]
news-item-text: dosavadní pobočka panstva, za jehož nechal Josefa a Barbory Bráchových, má na prodej dvůr Hvězda v Hejčinech u Tábora (přibližně 40 ha).	[510, 1919, 884, 1959]
